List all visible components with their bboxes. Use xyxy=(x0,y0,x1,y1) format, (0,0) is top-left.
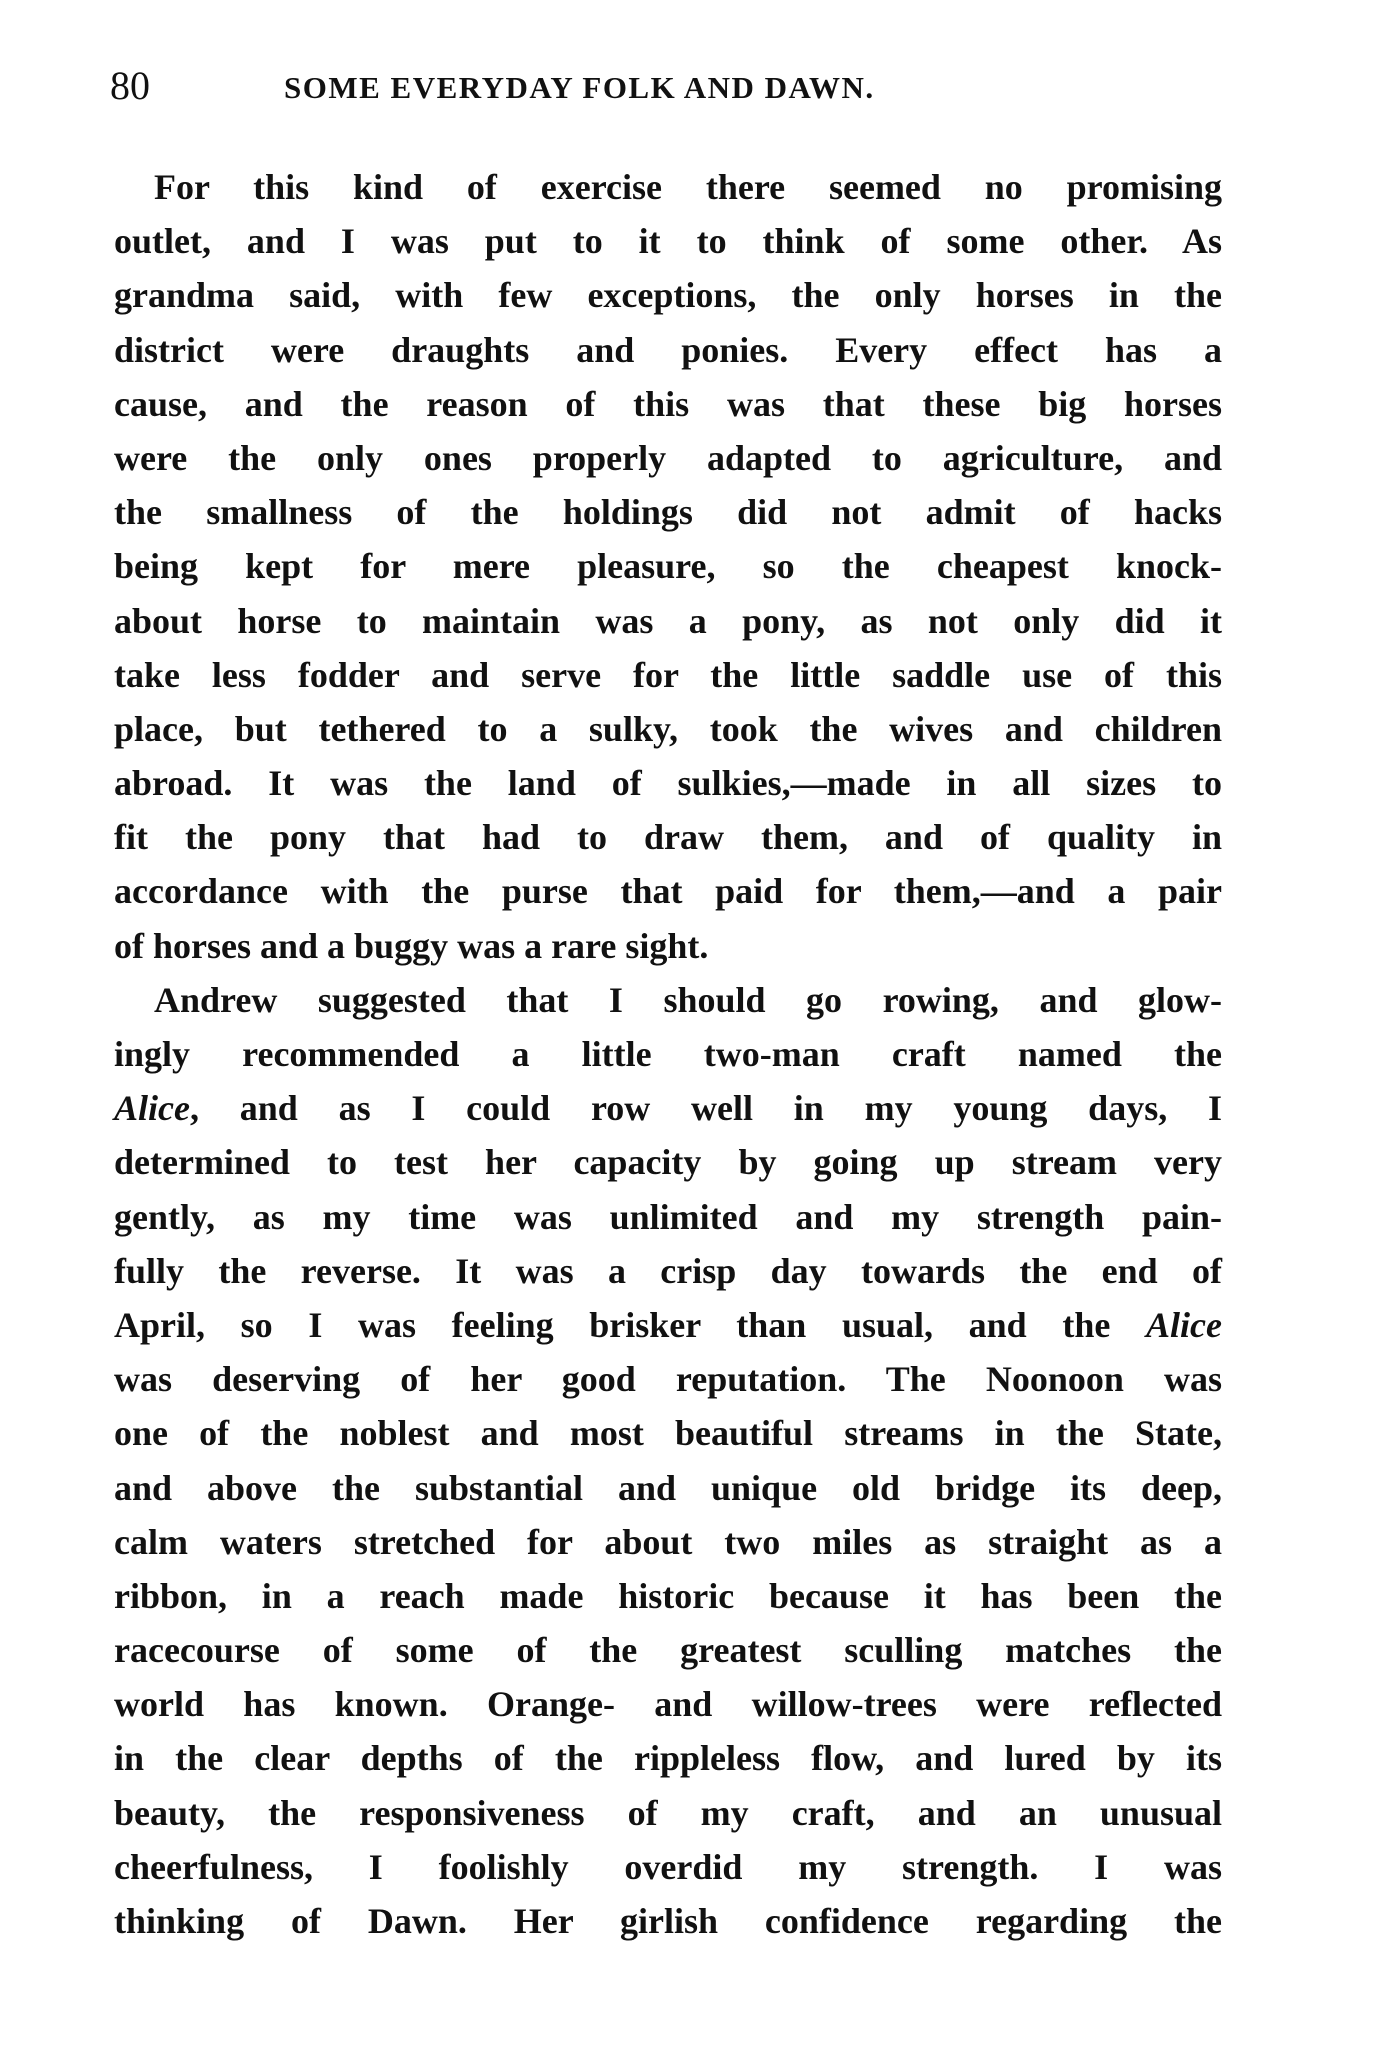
text-line: racecourse of some of the greatest sculling matches the xyxy=(114,1630,1222,1671)
text-line: beauty, the responsiveness of my craft, and an unusual xyxy=(114,1792,1222,1833)
text-line: fully the reverse. It was a crisp day towards the end of xyxy=(114,1250,1222,1291)
text-line: district were draughts and ponies. Every effect has a xyxy=(114,329,1222,370)
running-title: SOME EVERYDAY FOLK AND DAWN. xyxy=(284,70,875,105)
text-line: and above the substantial and unique old bridge its deep, xyxy=(114,1467,1222,1508)
text-line: April, so I was feeling brisker than usual, and the Alice xyxy=(114,1304,1222,1345)
text-line: in the clear depths of the rippleless flow, and lured by its xyxy=(114,1738,1222,1779)
text-line: determined to test her capacity by going up stream very xyxy=(114,1142,1222,1183)
text-line: calm waters stretched for about two miles as straight as a xyxy=(114,1521,1222,1562)
text-line: one of the noblest and most beautiful streams in the State, xyxy=(114,1413,1222,1454)
page-body xyxy=(114,160,1222,1948)
paragraph xyxy=(114,160,1222,973)
text-line: cause, and the reason of this was that these big horses xyxy=(114,383,1222,424)
text-line: gently, as my time was unlimited and my strength pain- xyxy=(114,1196,1222,1237)
paragraph xyxy=(114,973,1222,1948)
text-line: accordance with the purse that paid for them,—and a pair xyxy=(114,871,1222,912)
text-line: the smallness of the holdings did not admit of hacks xyxy=(114,492,1222,533)
text-line: of horses and a buggy was a rare sight. xyxy=(114,925,709,966)
text-line: grandma said, with few exceptions, the only horses in the xyxy=(114,275,1222,316)
text-line: being kept for mere pleasure, so the cheapest knock- xyxy=(114,546,1222,587)
text-line: For this kind of exercise there seemed no promising xyxy=(154,167,1222,207)
text-line: Alice, and as I could row well in my young days, I xyxy=(114,1088,1222,1129)
text-line: about horse to maintain was a pony, as not only did it xyxy=(114,600,1222,641)
text-line: fit the pony that had to draw them, and of quality in xyxy=(114,817,1222,858)
text-line: outlet, and I was put to it to think of some other. As xyxy=(114,221,1222,262)
text-line: world has known. Orange- and willow-trees were reflected xyxy=(114,1684,1222,1725)
ship-name: Alice xyxy=(114,1088,190,1129)
page-number: 80 xyxy=(110,63,150,108)
ship-name: Alice xyxy=(1146,1304,1222,1345)
text-line: thinking of Dawn. Her girlish confidence regarding the xyxy=(114,1901,1222,1941)
text-line: ingly recommended a little two-man craft named the xyxy=(114,1034,1222,1074)
text-line: abroad. It was the land of sulkies,—made in all sizes to xyxy=(114,763,1222,804)
running-header xyxy=(104,62,1234,112)
text-line: cheerfulness, I foolishly overdid my strength. I was xyxy=(114,1846,1222,1887)
text-line: were the only ones properly adapted to agriculture, and xyxy=(114,437,1222,478)
text-line: ribbon, in a reach made historic because it has been the xyxy=(114,1575,1222,1616)
text-line: place, but tethered to a sulky, took the wives and children xyxy=(114,708,1222,749)
text-line: was deserving of her good reputation. The Noonoon was xyxy=(114,1359,1222,1400)
text-line: take less fodder and serve for the little saddle use of this xyxy=(114,654,1222,695)
text-line: Andrew suggested that I should go rowing, and glow- xyxy=(154,979,1222,1020)
